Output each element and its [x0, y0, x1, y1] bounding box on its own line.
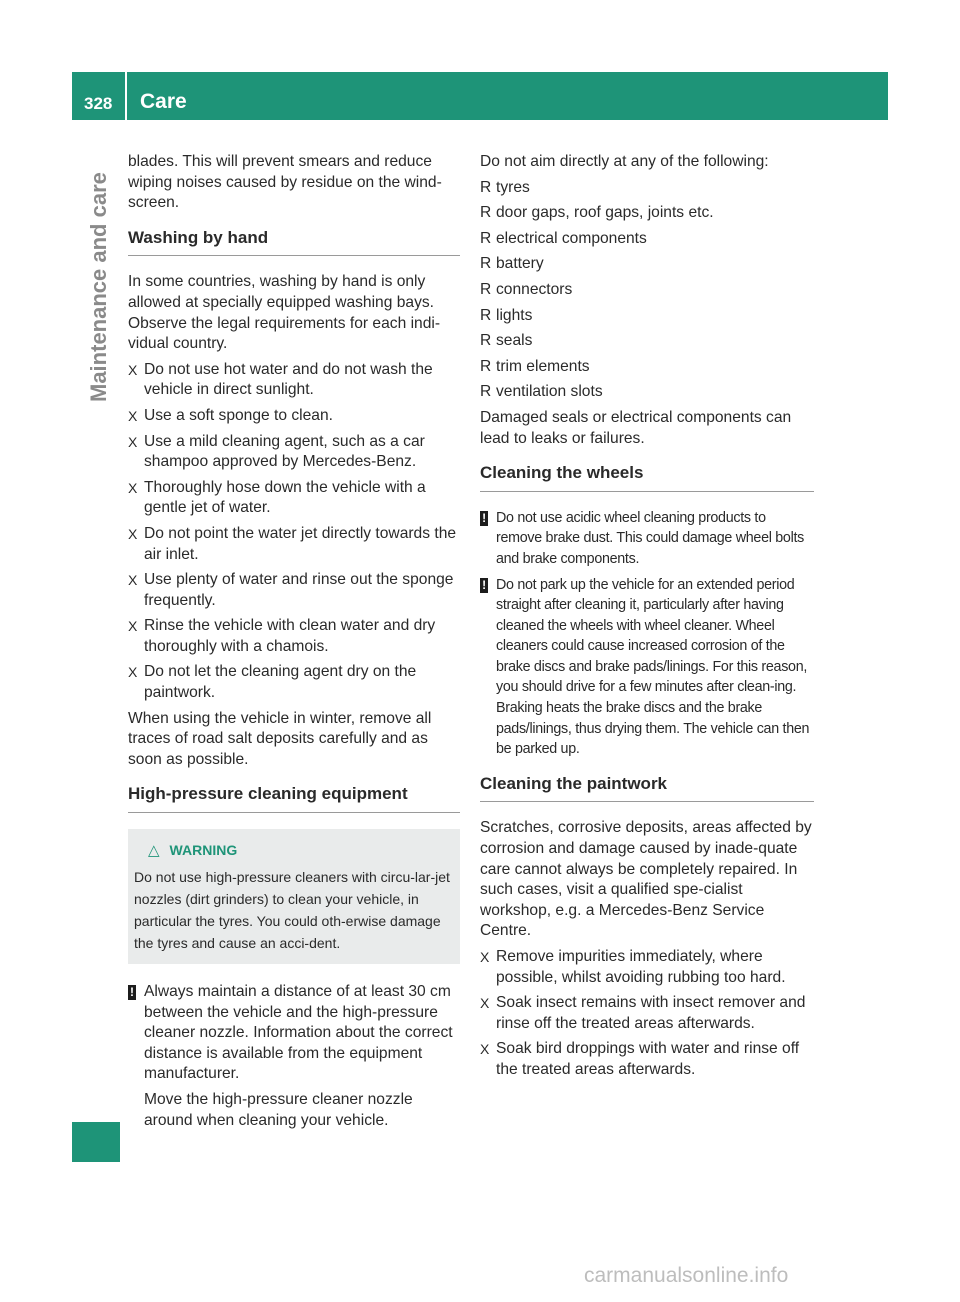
- step-item: X Thoroughly hose down the vehicle with a gentle jet of water.: [128, 478, 426, 517]
- step-arrow-icon: X: [128, 525, 138, 542]
- step-item: X Soak insect remains with insect remover and rinse off the treated areas afterwards.: [480, 994, 806, 1032]
- washing-steps: [128, 360, 460, 704]
- note-item: ! Always maintain a distance of at least 30 cm between the vehicle and the high-pressure cleaner nozzle. Information about the correct distance is available from the equipment manufacturer.: [130, 983, 453, 1083]
- step-arrow-icon: X: [480, 949, 490, 965]
- header-bar: [72, 72, 888, 120]
- bullet-icon: R: [480, 383, 492, 401]
- list-item: R connectors: [480, 280, 814, 301]
- chapter-tab: [72, 1122, 120, 1162]
- bullet-icon: R: [480, 306, 492, 324]
- step-item: X Do not let the cleaning agent dry on the paintwork.: [128, 663, 417, 702]
- warning-title: △ WARNING: [148, 842, 238, 860]
- warning-text: Do not use high-pressure cleaners with circu-lar-jet nozzles (dirt grinders) to clean your vehicle, in particular the tyres. You could oth-erwise damage the tyres and cause an acci-dent.: [134, 869, 450, 952]
- note-exclamation-icon: !: [480, 511, 488, 526]
- intro-text: blades. This will prevent smears and reduce wiping noises caused by residue on the wind-screen.: [128, 153, 442, 212]
- step-arrow-icon: X: [128, 407, 138, 424]
- step-arrow-icon: X: [128, 618, 138, 635]
- step-item: X Use a soft sponge to clean.: [128, 406, 460, 427]
- note-continuation: Move the high-pressure cleaner nozzle around when cleaning your vehicle.: [144, 1091, 413, 1129]
- bullet-icon: R: [480, 178, 492, 196]
- section-heading-washing-by-hand: Washing by hand: [128, 228, 460, 257]
- list-item: R electrical components: [480, 229, 814, 250]
- bullet-icon: R: [480, 280, 492, 298]
- section-heading-high-pressure: High-pressure cleaning equipment: [128, 784, 460, 813]
- list-item: R tyres: [480, 178, 814, 199]
- paint-steps: [480, 947, 814, 1081]
- note-item: ! Do not use acidic wheel cleaning products to remove brake dust. This could damage wheel bolts and brake components.: [480, 508, 814, 570]
- step-item: X Soak bird droppings with water and rinse off the treated areas afterwards.: [480, 1040, 800, 1078]
- washing-intro: In some countries, washing by hand is only allowed at specially equipped washing bays. Observe the legal requirements for each indi-vidual country.: [128, 273, 441, 353]
- step-arrow-icon: X: [128, 479, 138, 496]
- note-item: ! Do not park up the vehicle for an extended period straight after cleaning it, particularly after having cleaned the wheels with wheel cleaner. Wheel cleaners could cause increased corrosion of the brake discs and brake pads/linings. For this reason, you should drive for a few minutes after clean-ing. Braking heats the brake discs and the brake pads/linings, thus drying them. The vehicle can then be parked up.: [480, 575, 814, 760]
- step-item: X Do not point the water jet directly towards the air inlet.: [128, 524, 457, 563]
- warning-triangle-icon: △: [148, 842, 160, 860]
- section-heading-cleaning-paintwork: Cleaning the paintwork: [480, 774, 814, 803]
- paint-intro: Scratches, corrosive deposits, areas affected by corrosion and damage caused by inade-quate care cannot always be completely repaired. In such cases, visit a qualified spe-cialist workshop, e.g. a Mercedes-Benz Service Centre.: [480, 819, 812, 940]
- bullet-icon: R: [480, 332, 492, 350]
- step-arrow-icon: X: [480, 995, 490, 1012]
- list-item: R battery: [480, 254, 814, 275]
- winter-text: When using the vehicle in winter, remove all traces of road salt deposits carefully and as soon as possible.: [128, 709, 432, 768]
- step-item: X Rinse the vehicle with clean water and dry thoroughly with a chamois.: [128, 617, 436, 655]
- step-arrow-icon: X: [128, 361, 138, 378]
- damaged-text: Damaged seals or electrical components can lead to leaks or failures.: [480, 408, 792, 447]
- note-exclamation-icon: !: [130, 985, 134, 1000]
- list-item: R seals: [480, 331, 814, 352]
- right-column: [480, 152, 814, 1086]
- bullet-icon: R: [480, 255, 492, 273]
- step-arrow-icon: X: [128, 572, 138, 589]
- step-arrow-icon: X: [480, 1041, 490, 1058]
- note-exclamation-icon: !: [480, 578, 488, 593]
- bullet-icon: R: [480, 229, 492, 247]
- list-item: R ventilation slots: [480, 382, 814, 403]
- page-number: 328: [84, 94, 113, 113]
- chapter-side-label: Maintenance and care: [86, 172, 111, 402]
- list-item: R trim elements: [480, 357, 814, 378]
- list-item: R lights: [480, 306, 814, 327]
- step-item: X Use plenty of water and rinse out the sponge frequently.: [128, 571, 454, 609]
- bullet-icon: R: [480, 357, 492, 375]
- step-arrow-icon: X: [128, 433, 138, 450]
- list-item: R door gaps, roof gaps, joints etc.: [480, 203, 814, 224]
- left-column: [128, 152, 460, 1136]
- watermark: carmanualsonline.info: [584, 1264, 789, 1287]
- step-item: X Use a mild cleaning agent, such as a car shampoo approved by Mercedes-Benz.: [128, 432, 425, 471]
- section-heading-cleaning-wheels: Cleaning the wheels: [480, 463, 814, 492]
- aim-intro: Do not aim directly at any of the following:: [480, 153, 769, 170]
- step-arrow-icon: X: [128, 664, 138, 681]
- bullet-icon: R: [480, 204, 492, 222]
- header-divider: [125, 72, 127, 120]
- warning-box: [128, 829, 460, 964]
- step-item: X Remove impurities immediately, where possible, whilst avoiding rubbing too hard.: [480, 948, 786, 986]
- aim-list: [480, 178, 814, 403]
- page-title: Care: [140, 90, 187, 113]
- step-item: X Do not use hot water and do not wash the vehicle in direct sunlight.: [128, 360, 433, 399]
